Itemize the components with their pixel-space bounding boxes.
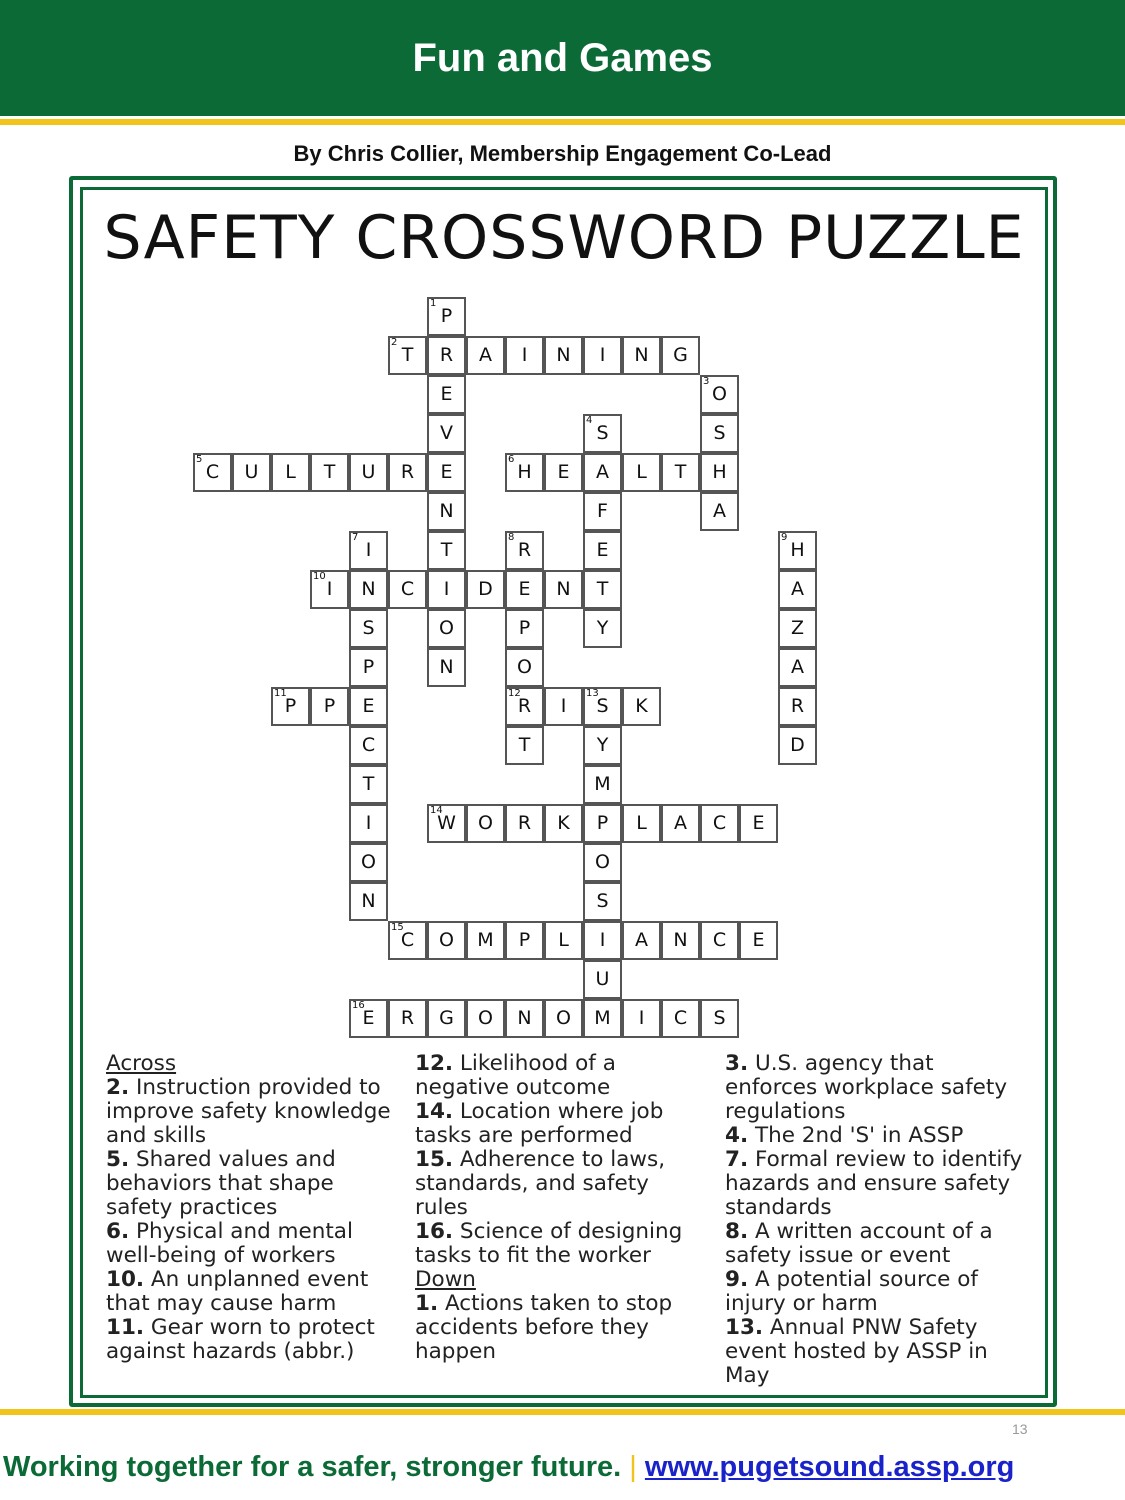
crossword-cell[interactable] (427, 999, 466, 1038)
clue-num: 16. (415, 1219, 454, 1244)
crossword-cell[interactable] (544, 453, 583, 492)
clue-num: 10. (106, 1267, 145, 1292)
crossword-cell[interactable] (505, 531, 544, 570)
clues-column-3 (725, 1052, 1025, 1388)
crossword-cell[interactable] (700, 453, 739, 492)
cell-letter: S (713, 1007, 726, 1029)
cell-letter: I (326, 578, 333, 600)
across-clue (106, 1076, 398, 1148)
cell-letter: L (285, 461, 296, 483)
cell-letter: I (560, 695, 567, 717)
crossword-cell[interactable] (739, 804, 778, 843)
crossword-cell[interactable] (271, 453, 310, 492)
crossword-cell[interactable] (778, 726, 817, 765)
cell-letter: A (479, 344, 492, 366)
cell-letter: R (439, 344, 454, 366)
cell-letter: U (595, 968, 610, 990)
crossword-cell[interactable] (583, 960, 622, 999)
crossword-cell[interactable] (427, 297, 466, 336)
crossword-cell[interactable] (544, 570, 583, 609)
crossword-cell[interactable] (505, 921, 544, 960)
crossword-cell[interactable] (310, 687, 349, 726)
cell-letter: T (596, 578, 609, 600)
crossword-cell[interactable] (544, 999, 583, 1038)
cell-letter: G (673, 344, 688, 366)
crossword-cell[interactable] (388, 336, 427, 375)
crossword-cell[interactable] (544, 921, 583, 960)
crossword-cell[interactable] (427, 414, 466, 453)
cell-letter: R (790, 695, 805, 717)
crossword-cell[interactable] (427, 336, 466, 375)
cell-letter: L (558, 929, 569, 951)
cell-letter: I (443, 578, 450, 600)
cell-letter: P (518, 617, 531, 639)
clue-number: 2 (391, 337, 398, 348)
clue-text: Adherence to laws, standards, and safety rules (415, 1147, 666, 1220)
cell-letter: C (205, 461, 220, 483)
crossword-cell[interactable] (544, 687, 583, 726)
clue-num: 4. (725, 1123, 749, 1148)
across-clue (106, 1316, 398, 1364)
cell-letter: T (674, 461, 687, 483)
cell-letter: P (362, 656, 375, 678)
crossword-cell[interactable] (661, 999, 700, 1038)
crossword-cell[interactable] (661, 336, 700, 375)
clue-text: Shared values and behaviors that shape safety practices (106, 1147, 336, 1220)
cell-letter: E (752, 929, 765, 951)
down-heading: Down (415, 1267, 476, 1292)
clue-number: 10 (313, 571, 326, 582)
crossword-cell[interactable] (466, 804, 505, 843)
crossword-cell[interactable] (505, 648, 544, 687)
clue-number: 12 (508, 688, 521, 699)
clue-num: 5. (106, 1147, 130, 1172)
crossword-cell[interactable] (466, 921, 505, 960)
clue-number: 5 (196, 454, 203, 465)
footer-website-link[interactable]: www.pugetsound.assp.org (644, 1451, 1015, 1483)
clue-number: 16 (352, 1000, 365, 1011)
cell-letter: P (284, 695, 297, 717)
cell-letter: T (362, 773, 375, 795)
cell-letter: S (596, 695, 609, 717)
crossword-cell[interactable] (349, 882, 388, 921)
down-clue (415, 1292, 707, 1364)
crossword-cell[interactable] (427, 375, 466, 414)
cell-letter: R (517, 812, 532, 834)
crossword-cell[interactable] (583, 492, 622, 531)
clue-num: 2. (106, 1075, 130, 1100)
clue-number: 3 (703, 376, 710, 387)
cell-letter: A (791, 656, 804, 678)
cell-letter: O (556, 1007, 571, 1029)
cell-letter: C (673, 1007, 688, 1029)
clue-text: Annual PNW Safety event hosted by ASSP in May (725, 1315, 988, 1388)
clues-column-2 (415, 1052, 707, 1364)
cell-letter: T (323, 461, 336, 483)
crossword-cell[interactable] (271, 687, 310, 726)
crossword-cell[interactable] (661, 921, 700, 960)
cell-letter: L (636, 812, 647, 834)
cell-letter: W (437, 812, 456, 834)
crossword-cell[interactable] (505, 999, 544, 1038)
crossword-cell[interactable] (388, 921, 427, 960)
crossword-cell[interactable] (505, 570, 544, 609)
clue-number: 1 (430, 298, 437, 309)
cell-letter: C (361, 734, 376, 756)
clue-num: 7. (725, 1147, 749, 1172)
clue-num: 14. (415, 1099, 454, 1124)
crossword-cell[interactable] (427, 570, 466, 609)
crossword-cell[interactable] (349, 609, 388, 648)
cell-letter: E (518, 578, 531, 600)
crossword-cell[interactable] (622, 804, 661, 843)
cell-letter: C (712, 812, 727, 834)
clue-num: 3. (725, 1051, 749, 1076)
clue-num: 15. (415, 1147, 454, 1172)
cell-letter: O (439, 617, 454, 639)
crossword-cell[interactable] (466, 570, 505, 609)
clue-number: 11 (274, 688, 287, 699)
crossword-cell[interactable] (583, 570, 622, 609)
cell-letter: I (599, 929, 606, 951)
cell-letter: F (597, 500, 608, 522)
clue-number: 15 (391, 922, 404, 933)
crossword-cell[interactable] (388, 453, 427, 492)
cell-letter: N (439, 656, 454, 678)
crossword-cell[interactable] (700, 804, 739, 843)
cell-letter: I (521, 344, 528, 366)
down-clue (725, 1316, 1025, 1388)
cell-letter: O (478, 1007, 493, 1029)
crossword-cell[interactable] (349, 843, 388, 882)
cell-letter: O (439, 929, 454, 951)
cell-letter: H (712, 461, 727, 483)
across-clue (106, 1148, 398, 1220)
cell-letter: C (400, 929, 415, 951)
clue-number: 6 (508, 454, 515, 465)
crossword-cell[interactable] (583, 882, 622, 921)
crossword-cell[interactable] (583, 453, 622, 492)
cell-letter: R (400, 1007, 415, 1029)
crossword-cell[interactable] (622, 921, 661, 960)
clue-text: Location where job tasks are performed (415, 1099, 664, 1148)
cell-letter: A (791, 578, 804, 600)
cell-letter: L (636, 461, 647, 483)
across-clue (106, 1220, 398, 1268)
clue-num: 9. (725, 1267, 749, 1292)
crossword-cell[interactable] (622, 336, 661, 375)
clue-number: 4 (586, 415, 593, 426)
crossword-cell[interactable] (700, 492, 739, 531)
cell-letter: I (599, 344, 606, 366)
crossword-cell[interactable] (427, 804, 466, 843)
cell-letter: S (596, 422, 609, 444)
footer (3, 1451, 1014, 1484)
clue-num: 11. (106, 1315, 145, 1340)
crossword-cell[interactable] (388, 570, 427, 609)
crossword-cell[interactable] (349, 687, 388, 726)
cell-letter: K (635, 695, 648, 717)
cell-letter: T (401, 344, 414, 366)
cell-letter: N (634, 344, 649, 366)
crossword-cell[interactable] (778, 570, 817, 609)
crossword-cell[interactable] (349, 531, 388, 570)
cell-letter: Y (596, 734, 609, 756)
cell-letter: N (361, 578, 376, 600)
crossword-cell[interactable] (388, 999, 427, 1038)
clue-text: The 2nd 'S' in ASSP (748, 1123, 964, 1148)
clues-column-1 (106, 1052, 398, 1364)
crossword-cell[interactable] (349, 726, 388, 765)
cell-letter: S (713, 422, 726, 444)
crossword-cell[interactable] (349, 804, 388, 843)
crossword-cell[interactable] (583, 921, 622, 960)
cell-letter: U (361, 461, 376, 483)
cell-letter: P (518, 929, 531, 951)
cell-letter: R (400, 461, 415, 483)
cell-letter: A (713, 500, 726, 522)
clue-num: 8. (725, 1219, 749, 1244)
footer-gold-rule (0, 1409, 1125, 1415)
cell-letter: R (517, 695, 532, 717)
cell-letter: V (440, 422, 453, 444)
crossword-cell[interactable] (700, 375, 739, 414)
clue-text: A potential source of injury or harm (725, 1267, 978, 1316)
crossword-cell[interactable] (739, 921, 778, 960)
crossword-cell[interactable] (427, 453, 466, 492)
cell-letter: I (365, 539, 372, 561)
cell-letter: N (439, 500, 454, 522)
clue-text: An unplanned event that may cause harm (106, 1267, 369, 1316)
clue-text: Actions taken to stop accidents before they happen (415, 1291, 673, 1364)
crossword-cell[interactable] (583, 336, 622, 375)
cell-letter: E (557, 461, 570, 483)
clue-number: 8 (508, 532, 515, 543)
crossword-cell[interactable] (544, 336, 583, 375)
crossword-cell[interactable] (349, 648, 388, 687)
crossword-cell[interactable] (505, 609, 544, 648)
crossword-cell[interactable] (700, 999, 739, 1038)
crossword-cell[interactable] (583, 999, 622, 1038)
puzzle-title: SAFETY CROSSWORD PUZZLE (103, 203, 1025, 273)
byline: By Chris Collier, Membership Engagement Co-Lead (293, 141, 832, 166)
down-clue (725, 1268, 1025, 1316)
clue-text: Gear worn to protect against hazards (abbr.) (106, 1315, 375, 1364)
crossword-cell[interactable] (778, 609, 817, 648)
clue-number: 7 (352, 532, 359, 543)
crossword-cell[interactable] (505, 687, 544, 726)
cell-letter: O (361, 851, 376, 873)
cell-letter: A (674, 812, 687, 834)
clue-text: Likelihood of a negative outcome (415, 1051, 616, 1100)
clue-text: Science of designing tasks to fit the worker (415, 1219, 683, 1268)
cell-letter: Y (596, 617, 609, 639)
crossword-cell[interactable] (583, 843, 622, 882)
crossword-cell[interactable] (661, 453, 700, 492)
crossword-cell[interactable] (349, 453, 388, 492)
crossword-cell[interactable] (583, 609, 622, 648)
crossword-cell[interactable] (427, 492, 466, 531)
crossword-cell[interactable] (505, 453, 544, 492)
crossword-cell[interactable] (466, 336, 505, 375)
crossword-cell[interactable] (310, 570, 349, 609)
cell-letter: N (556, 344, 571, 366)
crossword-cell[interactable] (583, 414, 622, 453)
crossword-cell[interactable] (778, 648, 817, 687)
crossword-cell[interactable] (193, 453, 232, 492)
page-number: 13 (1012, 1421, 1028, 1437)
crossword-cell[interactable] (427, 921, 466, 960)
cell-letter: N (517, 1007, 532, 1029)
cell-letter: M (594, 1007, 611, 1029)
crossword-cell[interactable] (466, 999, 505, 1038)
cell-letter: E (362, 1007, 375, 1029)
cell-letter: N (556, 578, 571, 600)
cell-letter: E (596, 539, 609, 561)
crossword-cell[interactable] (583, 726, 622, 765)
crossword-cell[interactable] (427, 531, 466, 570)
cell-letter: K (557, 812, 570, 834)
crossword-cell[interactable] (622, 999, 661, 1038)
cell-letter: R (517, 539, 532, 561)
cell-letter: Z (790, 617, 805, 639)
crossword-cell[interactable] (427, 648, 466, 687)
cell-letter: I (638, 1007, 645, 1029)
cell-letter: D (790, 734, 805, 756)
crossword-cell[interactable] (700, 414, 739, 453)
across-clue (415, 1220, 707, 1268)
crossword-cell[interactable] (778, 531, 817, 570)
clue-num: 13. (725, 1315, 764, 1340)
cell-letter: T (440, 539, 453, 561)
cell-letter: U (244, 461, 259, 483)
cell-letter: S (596, 890, 609, 912)
clue-number: 14 (430, 805, 443, 816)
crossword-cell[interactable] (349, 999, 388, 1038)
crossword-cell[interactable] (505, 726, 544, 765)
crossword-cell[interactable] (583, 765, 622, 804)
crossword-cell[interactable] (505, 804, 544, 843)
cell-letter: S (362, 617, 375, 639)
cell-letter: N (673, 929, 688, 951)
footer-tagline: Working together for a safer, stronger future. (3, 1451, 622, 1483)
down-clue (725, 1124, 1025, 1148)
cell-letter: P (596, 812, 609, 834)
clue-text: A written account of a safety issue or event (725, 1219, 993, 1268)
crossword-cell[interactable] (349, 570, 388, 609)
crossword-cell[interactable] (622, 687, 661, 726)
crossword-cell[interactable] (583, 804, 622, 843)
crossword-cell[interactable] (505, 336, 544, 375)
across-clue (106, 1268, 398, 1316)
crossword-cell[interactable] (700, 921, 739, 960)
cell-letter: C (712, 929, 727, 951)
cell-letter: E (440, 461, 453, 483)
cell-letter: A (635, 929, 648, 951)
clue-text: U.S. agency that enforces workplace safety regulations (725, 1051, 1008, 1124)
down-clue (725, 1052, 1025, 1124)
clue-number: 13 (586, 688, 599, 699)
cell-letter: O (478, 812, 493, 834)
cell-letter: I (365, 812, 372, 834)
crossword-cell[interactable] (232, 453, 271, 492)
cell-letter: O (595, 851, 610, 873)
cell-letter: H (790, 539, 805, 561)
cell-letter: D (478, 578, 493, 600)
crossword-cell[interactable] (622, 453, 661, 492)
crossword-cell[interactable] (427, 609, 466, 648)
cell-letter: T (518, 734, 531, 756)
down-clue (725, 1220, 1025, 1268)
crossword-cell[interactable] (544, 804, 583, 843)
cell-letter: P (440, 305, 453, 327)
across-clue (415, 1052, 707, 1100)
cell-letter: A (596, 461, 609, 483)
cell-letter: E (440, 383, 453, 405)
cell-letter: N (361, 890, 376, 912)
across-clue (415, 1100, 707, 1148)
clue-num: 1. (415, 1291, 439, 1316)
across-clue (415, 1148, 707, 1220)
footer-separator: | (629, 1451, 637, 1483)
down-clue (725, 1148, 1025, 1220)
cell-letter: H (517, 461, 532, 483)
cell-letter: O (712, 383, 727, 405)
cell-letter: M (477, 929, 494, 951)
cell-letter: G (439, 1007, 454, 1029)
crossword-cell[interactable] (583, 531, 622, 570)
cell-letter: C (400, 578, 415, 600)
clue-num: 12. (415, 1051, 454, 1076)
cell-letter: M (594, 773, 611, 795)
clue-number: 9 (781, 532, 788, 543)
cell-letter: E (362, 695, 375, 717)
crossword-cell[interactable] (661, 804, 700, 843)
crossword-cell[interactable] (310, 453, 349, 492)
crossword-cell[interactable] (349, 765, 388, 804)
crossword-cell[interactable] (583, 687, 622, 726)
page-title: Fun and Games (412, 36, 713, 80)
clue-text: Instruction provided to improve safety knowledge and skills (106, 1075, 391, 1148)
cell-letter: E (752, 812, 765, 834)
clue-text: Physical and mental well-being of workers (106, 1219, 353, 1268)
cell-letter: P (323, 695, 336, 717)
clue-num: 6. (106, 1219, 130, 1244)
across-heading: Across (106, 1051, 177, 1076)
cell-letter: O (517, 656, 532, 678)
crossword-cell[interactable] (778, 687, 817, 726)
clue-text: Formal review to identify hazards and ensure safety standards (725, 1147, 1023, 1220)
